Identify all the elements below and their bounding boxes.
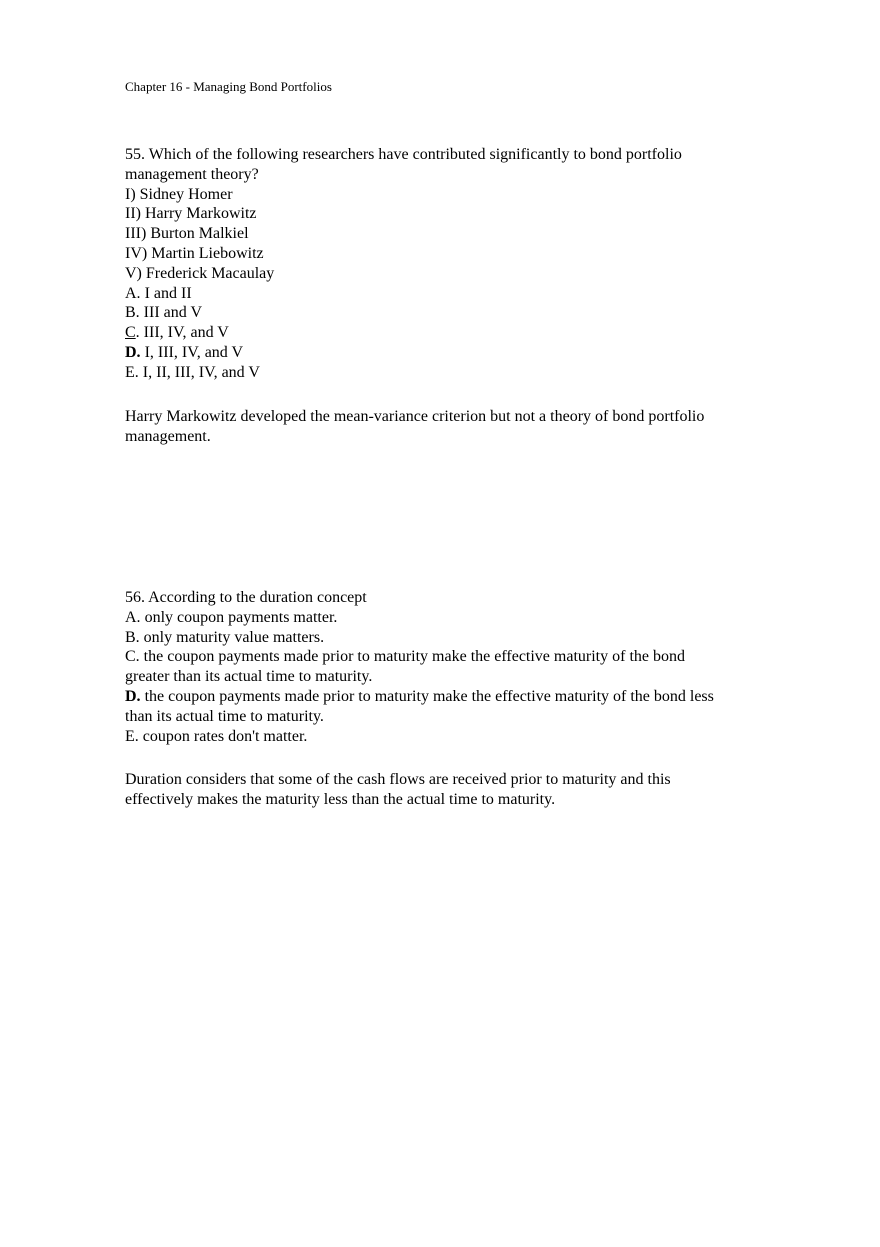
option-letter: E. (125, 727, 139, 745)
question-55-item-3: III) Burton Malkiel (125, 225, 249, 243)
explanation-56-line2: effectively makes the maturity less than the actual time to maturity. (125, 790, 556, 808)
question-55-option-a (125, 284, 775, 304)
question-56-option-b (125, 628, 775, 648)
explanation-55 (125, 407, 775, 447)
option-letter: B. (125, 304, 140, 322)
explanation-55-line1: Harry Markowitz developed the mean-variance criterion but not a theory of bond portfolio (125, 408, 705, 425)
question-56-option-a (125, 608, 775, 628)
option-text: I, III, IV, and V (140, 343, 244, 361)
option-text: the coupon payments made prior to maturity make the effective maturity of the bond less (140, 687, 714, 705)
question-55-item-2: II) Harry Markowitz (125, 205, 257, 223)
option-letter: A. (125, 608, 141, 626)
option-text: I and II (140, 284, 192, 302)
underlined-char: g (125, 668, 133, 686)
option-text: the coupon payments made prior to maturity make the effective maturity of the bond (139, 648, 685, 666)
question-56-option-c-line2 (125, 667, 775, 687)
question-56-option-c-line1 (125, 647, 775, 667)
explanation-56-line1: Duration considers that some of the cash flows are received prior to maturity and this (125, 771, 671, 788)
question-55-item-1: I) Sidney Homer (125, 185, 233, 203)
question-55-stem-line2: management theory? (125, 165, 259, 183)
option-letter-correct: D. (125, 343, 141, 361)
option-letter-dot: . (135, 324, 140, 342)
question-55-stem-line1: 55. Which of the following researchers have contributed significantly to bond portfolio (125, 146, 682, 163)
page-header: Chapter 16 - Managing Bond Portfolios (125, 79, 332, 94)
option-text: III and V (139, 304, 203, 322)
option-text: reater than its actual time to maturity. (133, 668, 373, 686)
explanation-56 (125, 770, 775, 810)
option-text: coupon rates don't matter. (138, 727, 308, 745)
question-55-option-d-correct (125, 343, 775, 363)
question-56-option-d-line2: than its actual time to maturity. (125, 707, 324, 725)
question-55-item-4: IV) Martin Liebowitz (125, 244, 264, 262)
option-letter-correct: D. (125, 687, 141, 705)
question-55-option-b (125, 303, 775, 323)
question-56-option-e (125, 727, 775, 747)
option-letter: C. (125, 648, 140, 666)
option-text: I, II, III, IV, and V (138, 363, 260, 381)
question-55-item-5: V) Frederick Macaulay (125, 264, 275, 282)
option-letter: C (125, 324, 136, 342)
explanation-55-line2: management. (125, 427, 211, 445)
question-55 (125, 145, 775, 383)
question-55-option-e (125, 363, 775, 383)
option-text: only maturity value matters. (139, 628, 325, 646)
option-letter: B. (125, 628, 140, 646)
option-letter: A. (125, 284, 141, 302)
question-56-option-d-line1-correct (125, 687, 775, 707)
question-56-stem: 56. According to the duration concept (125, 589, 367, 606)
question-56 (125, 588, 775, 746)
option-letter: E. (125, 363, 139, 381)
question-55-option-c (125, 323, 775, 343)
option-text: III, IV, and V (139, 324, 229, 342)
option-text: only coupon payments matter. (140, 608, 338, 626)
